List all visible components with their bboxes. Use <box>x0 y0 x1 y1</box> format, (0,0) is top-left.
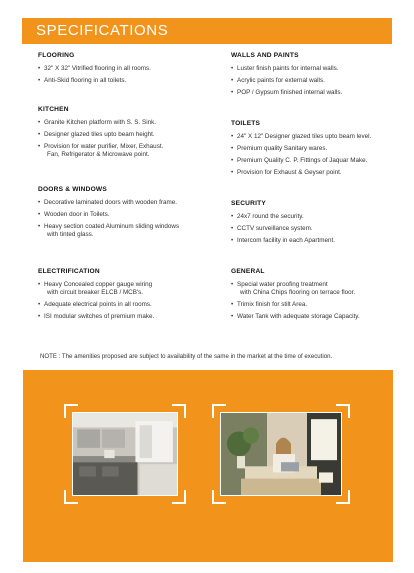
spec-item <box>231 157 401 165</box>
bullet-icon: • <box>231 281 234 288</box>
spec-item <box>231 65 401 73</box>
spec-item <box>38 65 218 73</box>
section-title: WALLS AND PAINTS <box>231 52 299 59</box>
spec-item <box>231 281 401 297</box>
spec-item <box>38 211 218 219</box>
bullet-icon: • <box>231 213 234 220</box>
spec-item <box>231 313 401 321</box>
spec-item <box>38 301 218 309</box>
bullet-icon: • <box>231 145 234 152</box>
bullet-icon: • <box>38 77 41 84</box>
section-title: ELECTRIFICATION <box>38 268 100 275</box>
spec-item <box>38 223 218 239</box>
living-room-photo-frame <box>212 404 350 504</box>
spec-item-text: Fan, Refrigerator & Microwave point. <box>47 151 150 158</box>
spec-item-text: with circuit breaker ELCB / MCB's. <box>47 289 144 296</box>
spec-item <box>38 199 218 207</box>
bullet-icon: • <box>38 119 41 126</box>
header-bar <box>22 18 392 44</box>
spec-item-text: with China Chips flooring on terrace floor. <box>240 289 356 296</box>
spec-item <box>231 89 401 97</box>
spec-item <box>38 143 218 159</box>
spec-item-text: Luster finish paints for internal walls. <box>237 65 339 72</box>
spec-item-text: Intercom facility in each Apartment. <box>237 237 335 244</box>
bullet-icon: • <box>38 281 41 288</box>
spec-item-text: Wooden door in Toilets. <box>44 211 110 218</box>
section-title: DOORS & WINDOWS <box>38 186 107 193</box>
amenities-note: NOTE : The amenities proposed are subject to availability of the same in the market at the time of execution. <box>40 353 333 360</box>
spec-item-text: 24" X 12" Designer glazed tiles upto beam level. <box>237 133 372 140</box>
spec-item-text: Water Tank with adequate storage Capacity. <box>237 313 360 320</box>
kitchen-photo <box>72 412 178 496</box>
bullet-icon: • <box>38 143 41 150</box>
spec-section <box>231 52 401 101</box>
spec-item-text: Provision for water purifier, Mixer, Exhaust. <box>44 143 164 150</box>
spec-item <box>231 237 401 245</box>
spec-item-text: 32" X 32" Vitrified flooring in all rooms. <box>44 65 151 72</box>
spec-item <box>38 119 218 127</box>
spec-item-text: Heavy Concealed copper gauge wiring <box>44 281 153 288</box>
bullet-icon: • <box>231 89 234 96</box>
spec-section <box>231 120 401 181</box>
spec-item <box>231 301 401 309</box>
spec-section <box>231 200 401 249</box>
spec-item-text: with tinted glass. <box>47 231 94 238</box>
spec-item <box>231 169 401 177</box>
spec-section <box>38 186 218 243</box>
section-title: GENERAL <box>231 268 265 275</box>
bullet-icon: • <box>38 211 41 218</box>
spec-section <box>231 268 401 325</box>
bullet-icon: • <box>38 223 41 230</box>
bullet-icon: • <box>38 131 41 138</box>
section-title: SECURITY <box>231 200 266 207</box>
spec-section <box>38 268 218 325</box>
bullet-icon: • <box>231 169 234 176</box>
spec-item-text: Premium quality Sanitary wares. <box>237 145 328 152</box>
spec-item-text: Provision for Exhaust & Geyser point. <box>237 169 342 176</box>
spec-item <box>231 77 401 85</box>
bullet-icon: • <box>231 157 234 164</box>
bullet-icon: • <box>38 301 41 308</box>
spec-item-text: Heavy section coated Aluminum sliding windows <box>44 223 180 230</box>
spec-item <box>231 145 401 153</box>
spec-item <box>38 131 218 139</box>
section-title: FLOORING <box>38 52 75 59</box>
bullet-icon: • <box>231 237 234 244</box>
bullet-icon: • <box>38 199 41 206</box>
spec-item-text: Adequate electrical points in all rooms. <box>44 301 152 308</box>
spec-item <box>231 225 401 233</box>
spec-item-text: CCTV surveillance system. <box>237 225 313 232</box>
spec-section <box>38 106 218 163</box>
spec-item-text: Decorative laminated doors with wooden frame. <box>44 199 178 206</box>
spec-item-text: POP / Gypsum finished internal walls. <box>237 89 343 96</box>
bullet-icon: • <box>231 133 234 140</box>
page-title: SPECIFICATIONS <box>36 22 169 39</box>
spec-item-text: Premium Quality C. P. Fittings of Jaquar Make. <box>237 157 368 164</box>
spec-item-text: Granite Kitchen platform with S. S. Sink. <box>44 119 156 126</box>
living-room-photo <box>220 412 342 496</box>
section-title: KITCHEN <box>38 106 69 113</box>
spec-item-text: ISI modular switches of premium make. <box>44 313 155 320</box>
spec-item-text: Anti-Skid flooring in all toilets. <box>44 77 127 84</box>
bullet-icon: • <box>231 77 234 84</box>
spec-item-text: 24x7 round the security. <box>237 213 304 220</box>
bullet-icon: • <box>231 225 234 232</box>
spec-item <box>38 77 218 85</box>
bullet-icon: • <box>231 301 234 308</box>
spec-item-text: Special water proofing treatment <box>237 281 328 288</box>
spec-item <box>231 133 401 141</box>
spec-item <box>38 281 218 297</box>
section-title: TOILETS <box>231 120 261 127</box>
kitchen-photo-frame <box>64 404 186 504</box>
bullet-icon: • <box>231 313 234 320</box>
spec-item-text: Acrylic paints for external walls. <box>237 77 325 84</box>
spec-item-text: Designer glazed tiles upto beam height. <box>44 131 155 138</box>
bullet-icon: • <box>38 313 41 320</box>
bullet-icon: • <box>38 65 41 72</box>
spec-section <box>38 52 218 89</box>
bullet-icon: • <box>231 65 234 72</box>
spec-item-text: Trimix finish for stilt Area. <box>237 301 308 308</box>
spec-item <box>38 313 218 321</box>
spec-item <box>231 213 401 221</box>
